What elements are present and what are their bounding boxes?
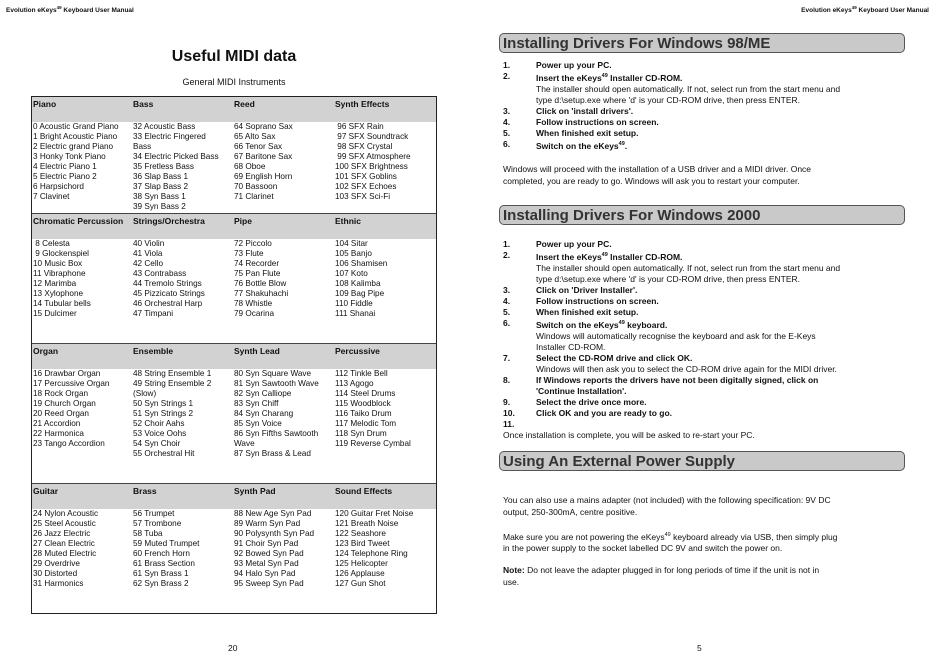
midi-instrument: 88 New Age Syn Pad [234, 509, 312, 518]
midi-instrument: 93 Metal Syn Pad [234, 559, 299, 568]
midi-instrument: 61 Brass Section [133, 559, 195, 568]
midi-instrument: 75 Pan Flute [234, 269, 281, 278]
step-text: Select the drive once more. [536, 396, 647, 407]
left-running-header [6, 5, 134, 14]
midi-instrument: 58 Tuba [133, 529, 163, 538]
midi-instrument: 89 Warm Syn Pad [234, 519, 301, 528]
midi-category-heading: Synth Effects [335, 99, 390, 109]
midi-category-heading: Bass [133, 99, 154, 109]
midi-block [32, 343, 436, 483]
midi-instrument: 40 Violin [133, 239, 165, 248]
step-item [503, 106, 915, 117]
step-number: 6. [503, 317, 511, 328]
midi-instrument: 11 Vibraphone [33, 269, 86, 278]
step-number: 5. [503, 306, 511, 317]
midi-instrument: 107 Koto [335, 269, 368, 278]
midi-category-heading: Synth Pad [234, 486, 276, 496]
step-text: Power up your PC. [536, 60, 612, 70]
midi-instrument: 53 Voice Oohs [133, 429, 187, 438]
midi-instrument: 24 Nylon Acoustic [33, 509, 99, 518]
midi-instrument: 30 Distorted [33, 569, 78, 578]
step-number: 11. [503, 418, 515, 429]
midi-instrument: 119 Reverse Cymbal [335, 439, 411, 448]
midi-category-heading: Sound Effects [335, 486, 393, 496]
right-page-number: 5 [697, 643, 702, 653]
midi-instrument: 74 Recorder [234, 259, 280, 268]
step-number: 5. [503, 127, 511, 138]
step-note-line: The installer should open automatically. If not, select run from the start menu and [536, 262, 841, 273]
midi-instrument: 9 Glockenspiel [33, 249, 89, 258]
midi-category-heading: Strings/Orchestra [133, 216, 205, 226]
step-item [503, 250, 915, 263]
step-number: 10. [503, 407, 515, 418]
step-text: If Windows reports the drivers have not been digitally signed, click on [536, 374, 819, 385]
midi-instrument: 90 Polysynth Syn Pad [234, 529, 315, 538]
midi-instrument: 103 SFX Sci-Fi [335, 192, 391, 201]
midi-column [132, 509, 233, 613]
paragraph-text-pre: Make sure you are not powering the eKeys [503, 531, 665, 542]
midi-instrument: 64 Soprano Sax [234, 122, 293, 131]
midi-column [233, 509, 334, 613]
step-text: Click on 'Driver Installer'. [536, 284, 638, 295]
win2000-steps [503, 239, 915, 441]
midi-instrument: 44 Tremolo Strings [133, 279, 202, 288]
step-item [503, 296, 915, 307]
midi-block [32, 213, 436, 343]
midi-instrument: 98 SFX Crystal [335, 142, 393, 151]
step-note-line: Installer CD-ROM. [536, 341, 606, 352]
midi-instrument: 8 Celesta [33, 239, 70, 248]
paragraph-line: You can also use a mains adapter (not included) with the following specification: 9V DC [503, 495, 831, 505]
step-text [536, 139, 627, 152]
step-text: Click on 'install drivers'. [536, 105, 634, 116]
step-text: Follow instructions on screen. [536, 295, 659, 306]
midi-instrument: 122 Seashore [335, 529, 386, 538]
midi-instrument: 104 Sitar [335, 239, 368, 248]
step-item [503, 128, 915, 139]
step-number: 1. [503, 60, 511, 70]
midi-instrument: 68 Oboe [234, 162, 266, 171]
step-text-pre: Insert the eKeys [536, 251, 602, 262]
midi-block-header [32, 97, 436, 122]
midi-instrument: 15 Dulcimer [33, 309, 77, 318]
midi-instrument: 49 String Ensemble 2 [133, 379, 212, 388]
step-superscript: 49 [618, 140, 625, 147]
step-item [503, 419, 915, 430]
midi-block-header [32, 214, 436, 239]
paragraph-line [503, 530, 903, 543]
midi-instrument: 66 Tenor Sax [234, 142, 283, 151]
midi-instrument: (Slow) [133, 389, 157, 398]
step-item [503, 375, 915, 386]
step-item [503, 60, 915, 71]
midi-instrument: 12 Marimba [33, 279, 77, 288]
midi-instrument: 72 Piccolo [234, 239, 272, 248]
paragraph-line [503, 565, 903, 577]
step-number: 8. [503, 374, 511, 385]
step-text-post: keyboard. [624, 319, 668, 330]
section-heading-win2000: Installing Drivers For Windows 2000 [499, 205, 905, 225]
midi-column [132, 122, 233, 213]
step-text: Select the CD-ROM drive and click OK. [536, 352, 693, 363]
midi-block [32, 97, 436, 213]
midi-category-heading: Pipe [234, 216, 252, 226]
midi-category-heading: Synth Lead [234, 346, 280, 356]
midi-instrument: 118 Syn Drum [335, 429, 387, 438]
paragraph-text-post: keyboard already via USB, then simply plug [670, 531, 838, 542]
midi-category-heading: Organ [33, 346, 59, 356]
midi-block-body [32, 239, 436, 343]
midi-instrument: 106 Shamisen [335, 259, 388, 268]
midi-instrument: 100 SFX Brightness [335, 162, 408, 171]
step-number: 7. [503, 352, 511, 363]
step-number: 3. [503, 284, 511, 295]
step-item [503, 285, 915, 296]
midi-instrument: 111 Shanai [335, 309, 376, 318]
step-item [503, 71, 915, 84]
midi-instrument: 84 Syn Charang [234, 409, 294, 418]
midi-instrument: 38 Syn Bass 1 [133, 192, 186, 201]
midi-instrument: 105 Banjo [335, 249, 372, 258]
midi-instrument: 126 Applause [335, 569, 385, 578]
step-item [503, 353, 915, 364]
paragraph-line: output, 250-300mA, centre positive. [503, 506, 638, 517]
midi-category-heading: Percussive [335, 346, 380, 356]
step-text-post: Installer CD-ROM. [607, 72, 683, 83]
midi-instrument: 96 SFX Rain [335, 122, 384, 131]
midi-instrument: 86 Syn Fifths Sawtooth [234, 429, 319, 438]
midi-column [32, 122, 132, 213]
step-text-post: Installer CD-ROM. [607, 251, 683, 262]
paragraph-line: completed, you are ready to go. Windows will ask you to restart your computer. [503, 175, 800, 186]
header-prefix: Evolution eKeys [801, 7, 852, 15]
step-text-post: . [624, 140, 628, 151]
note-text: Do not leave the adapter plugged in for long periods of time if the unit is not in [524, 565, 820, 575]
midi-instrument: 59 Muted Trumpet [133, 539, 200, 548]
midi-instrument: 70 Bassoon [234, 182, 278, 191]
midi-instrument: 25 Steel Acoustic [33, 519, 96, 528]
midi-instrument: 92 Bowed Syn Pad [234, 549, 304, 558]
header-superscript: 49 [56, 5, 62, 10]
midi-instrument: 115 Woodblock [335, 399, 391, 408]
midi-instrument: 21 Accordion [33, 419, 81, 428]
midi-instrument: 41 Viola [133, 249, 163, 258]
midi-instrument: 18 Rock Organ [33, 389, 89, 398]
midi-instrument: 81 Syn Sawtooth Wave [234, 379, 319, 388]
step-number: 6. [503, 138, 511, 149]
midi-instrument: Bass [133, 142, 152, 151]
midi-instrument: 27 Clean Electric [33, 539, 95, 548]
midi-column [334, 122, 435, 213]
midi-instrument: 0 Acoustic Grand Piano [33, 122, 119, 131]
step-note-line: type d:\setup.exe where 'd' is your CD-ROM drive, then press ENTER. [536, 94, 801, 105]
midi-instrument: 42 Cello [133, 259, 164, 268]
left-page-number: 20 [228, 643, 238, 653]
midi-instrument: 17 Percussive Organ [33, 379, 110, 388]
midi-instrument: 125 Helicopter [335, 559, 388, 568]
step-note-line: Windows will automatically recognise the keyboard and ask for the E-Keys [536, 330, 816, 341]
midi-instrument: 48 String Ensemble 1 [133, 369, 212, 378]
step-number: 1. [503, 239, 511, 249]
midi-instrument: 2 Electric grand Piano [33, 142, 114, 151]
midi-instrument: 10 Music Box [33, 259, 83, 268]
win98-steps [503, 60, 915, 152]
midi-instrument: 95 Sweep Syn Pad [234, 579, 304, 588]
step-item [503, 307, 915, 318]
midi-block-body [32, 369, 436, 483]
step-text [536, 250, 682, 263]
midi-column [334, 369, 435, 483]
midi-category-heading: Guitar [33, 486, 59, 496]
step-number: 3. [503, 105, 511, 116]
midi-instrument: 109 Bag Pipe [335, 289, 385, 298]
midi-instrument: 19 Church Organ [33, 399, 96, 408]
midi-instrument: 14 Tubular bells [33, 299, 91, 308]
step-text: Power up your PC. [536, 239, 612, 249]
midi-instrument: 1 Bright Acoustic Piano [33, 132, 118, 141]
midi-instrument: 67 Baritone Sax [234, 152, 293, 161]
header-prefix: Evolution eKeys [6, 7, 57, 15]
section-heading-win98: Installing Drivers For Windows 98/ME [499, 33, 905, 53]
midi-instrument: 116 Taiko Drum [335, 409, 392, 418]
midi-instrument: 94 Halo Syn Pad [234, 569, 296, 578]
step-item [503, 239, 915, 250]
midi-instrument: 4 Electric Piano 1 [33, 162, 97, 171]
paragraph-line: use. [503, 576, 520, 587]
midi-instrument: 3 Honky Tonk Piano [33, 152, 106, 161]
midi-column [132, 369, 233, 483]
midi-column [233, 239, 334, 343]
step-superscript: 49 [601, 252, 608, 258]
midi-column [334, 239, 435, 343]
step-text-pre: Switch on the eKeys [536, 140, 619, 151]
midi-instrument: 60 French Horn [133, 549, 190, 558]
midi-instrument: 35 Fretless Bass [133, 162, 194, 171]
midi-column [233, 369, 334, 483]
midi-instrument: 102 SFX Echoes [335, 182, 397, 191]
paragraph-superscript: 49 [664, 532, 671, 538]
step-item [503, 408, 915, 419]
midi-instrument: 32 Acoustic Bass [133, 122, 196, 131]
step-note-line: The installer should open automatically. If not, select run from the start menu and [536, 83, 841, 94]
midi-instrument: 121 Breath Noise [335, 519, 399, 528]
step-item [503, 139, 915, 152]
midi-category-heading: Brass [133, 486, 157, 496]
midi-instrument: 123 Bird Tweet [335, 539, 390, 548]
midi-instrument: 16 Drawbar Organ [33, 369, 101, 378]
midi-instrument: 87 Syn Brass & Lead [234, 449, 311, 458]
midi-instrument: 83 Syn Chiff [234, 399, 279, 408]
step-number: 2. [503, 250, 511, 260]
midi-instrument: 65 Alto Sax [234, 132, 276, 141]
step-text-pre: Insert the eKeys [536, 72, 602, 83]
midi-instrument: 37 Slap Bass 2 [133, 182, 189, 191]
power-paragraph-1 [503, 495, 903, 518]
midi-category-heading: Piano [33, 99, 57, 109]
step-number: 2. [503, 71, 511, 81]
midi-instrument: 71 Clarinet [234, 192, 274, 201]
midi-instrument: 54 Syn Choir [133, 439, 181, 448]
midi-instrument: 77 Shakuhachi [234, 289, 289, 298]
midi-column [32, 509, 132, 613]
step-superscript: 49 [601, 73, 608, 79]
midi-instrument: 29 Overdrive [33, 559, 80, 568]
midi-block-body [32, 509, 436, 613]
midi-instrument: 112 Tinkle Bell [335, 369, 388, 378]
midi-instrument: 23 Tango Accordion [33, 439, 105, 448]
midi-category-heading: Chromatic Percussion [33, 216, 124, 226]
midi-instrument: 120 Guitar Fret Noise [335, 509, 414, 518]
midi-instrument: 114 Steel Drums [335, 389, 396, 398]
step-number: 4. [503, 295, 511, 306]
midi-category-heading: Ethnic [335, 216, 361, 226]
midi-instrument: 113 Agogo [335, 379, 374, 388]
step-text: Click OK and you are ready to go. [536, 407, 673, 418]
right-running-header [801, 5, 929, 14]
midi-instrument: 52 Choir Aahs [133, 419, 185, 428]
midi-instrument: 43 Contrabass [133, 269, 187, 278]
section-heading-power: Using An External Power Supply [499, 451, 905, 471]
midi-instrument: 61 Syn Brass 1 [133, 569, 189, 578]
page-subtitle: General MIDI Instruments [182, 77, 286, 87]
midi-category-heading: Reed [234, 99, 255, 109]
midi-instrument: 99 SFX Atmosphere [335, 152, 411, 161]
step-text [536, 71, 682, 84]
midi-column [233, 122, 334, 213]
midi-instrument: 28 Muted Electric [33, 549, 97, 558]
power-paragraph-2 [503, 530, 903, 555]
step-item [503, 117, 915, 128]
step-number: 9. [503, 396, 511, 407]
midi-instrument: 47 Timpani [133, 309, 174, 318]
midi-category-heading: Ensemble [133, 346, 174, 356]
midi-instrument: 22 Harmonica [33, 429, 84, 438]
power-note [503, 565, 903, 588]
midi-instrument: 36 Slap Bass 1 [133, 172, 189, 181]
step-text [536, 318, 667, 331]
midi-column [132, 239, 233, 343]
midi-instrument: 13 Xylophone [33, 289, 84, 298]
header-suffix: Keyboard User Manual [61, 7, 134, 15]
midi-instrument: 39 Syn Bass 2 [133, 202, 186, 211]
midi-instrument: 69 English Horn [234, 172, 293, 181]
paragraph-line: Windows will proceed with the installation of a USB driver and a MIDI driver. Once [503, 164, 812, 174]
midi-instrument: 82 Syn Calliope [234, 389, 292, 398]
step-text: When finished exit setup. [536, 127, 639, 138]
midi-instrument-table [31, 96, 437, 614]
step-item [503, 318, 915, 331]
midi-instrument: 62 Syn Brass 2 [133, 579, 189, 588]
midi-instrument: 20 Reed Organ [33, 409, 89, 418]
midi-instrument: 26 Jazz Electric [33, 529, 91, 538]
midi-instrument: 110 Fiddle [335, 299, 373, 308]
midi-instrument: 127 Gun Shot [335, 579, 386, 588]
step-continuation: 'Continue Installation'. [536, 385, 627, 396]
midi-block-body [32, 122, 436, 213]
midi-block-header [32, 484, 436, 509]
midi-instrument: 78 Whistle [234, 299, 273, 308]
midi-instrument: 97 SFX Soundtrack [335, 132, 409, 141]
midi-instrument: 50 Syn Strings 1 [133, 399, 194, 408]
midi-instrument: 76 Bottle Blow [234, 279, 287, 288]
step-number: 4. [503, 116, 511, 127]
midi-instrument: 108 Kalimba [335, 279, 381, 288]
midi-instrument: 91 Choir Syn Pad [234, 539, 299, 548]
midi-instrument: 51 Syn Strings 2 [133, 409, 194, 418]
midi-instrument: 46 Orchestral Harp [133, 299, 203, 308]
step-text: When finished exit setup. [536, 306, 639, 317]
page-title: Useful MIDI data [171, 48, 297, 65]
midi-instrument: 7 Clavinet [33, 192, 70, 201]
midi-instrument: 73 Flute [234, 249, 264, 258]
midi-instrument: 33 Electric Fingered [133, 132, 206, 141]
midi-instrument: 57 Trombone [133, 519, 182, 528]
midi-block [32, 483, 436, 613]
midi-column [334, 509, 435, 613]
header-superscript: 49 [851, 5, 857, 10]
step-superscript: 49 [618, 319, 625, 326]
step-text: Follow instructions on screen. [536, 116, 659, 127]
midi-instrument: 124 Telephone Ring [335, 549, 408, 558]
midi-instrument: 55 Orchestral Hit [133, 449, 195, 458]
win98-closing-paragraph [503, 164, 903, 187]
header-suffix: Keyboard User Manual [856, 7, 929, 15]
midi-block-header [32, 344, 436, 369]
midi-instrument: 5 Electric Piano 2 [33, 172, 97, 181]
step-item [503, 397, 915, 408]
win2000-closing-line: Once installation is complete, you will be asked to re-start your PC. [503, 429, 755, 440]
midi-instrument: 56 Trumpet [133, 509, 175, 518]
midi-instrument: 34 Electric Picked Bass [133, 152, 219, 161]
midi-instrument: 31 Harmonics [33, 579, 84, 588]
step-text-pre: Switch on the eKeys [536, 319, 619, 330]
midi-instrument: 101 SFX Goblins [335, 172, 397, 181]
midi-instrument: 80 Syn Square Wave [234, 369, 312, 378]
step-note-line: Windows will then ask you to select the CD-ROM drive again for the MIDI driver. [536, 363, 837, 374]
midi-column [32, 239, 132, 343]
midi-instrument: Wave [234, 439, 255, 448]
midi-instrument: 6 Harpsichord [33, 182, 84, 191]
midi-instrument: 117 Melodic Tom [335, 419, 397, 428]
step-note-line: type d:\setup.exe where 'd' is your CD-ROM drive, then press ENTER. [536, 273, 801, 284]
midi-instrument: 85 Syn Voice [234, 419, 282, 428]
midi-column [32, 369, 132, 483]
note-label: Note: [503, 565, 525, 575]
paragraph-line: in the power supply to the socket labelled DC 9V and switch the power on. [503, 543, 783, 554]
midi-instrument: 79 Ocarina [234, 309, 275, 318]
midi-instrument: 45 Pizzicato Strings [133, 289, 205, 298]
